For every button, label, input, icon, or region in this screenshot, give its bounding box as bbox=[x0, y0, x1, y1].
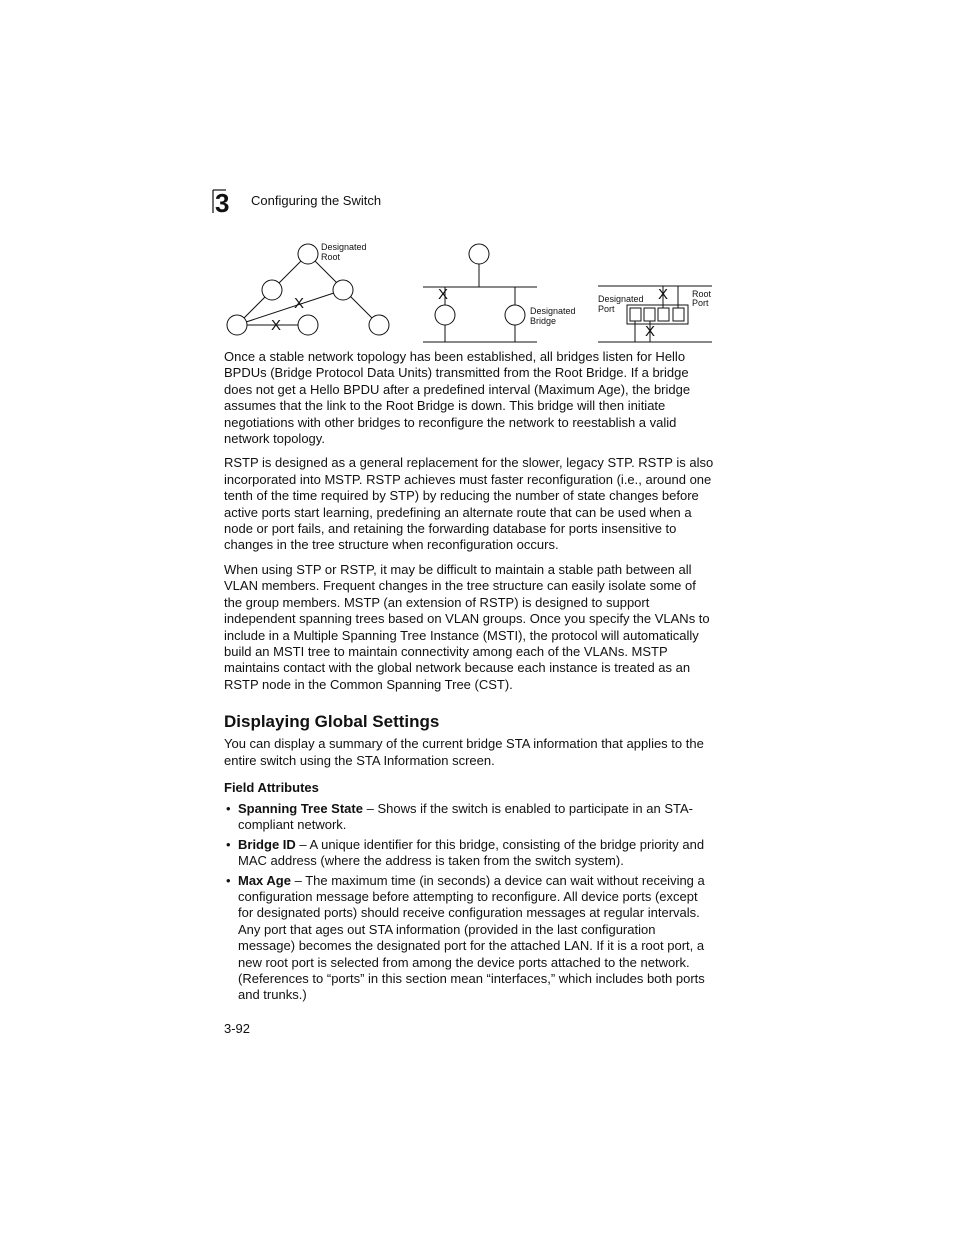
field-description: – Shows if the switch is enabled to participate in an STA-compliant network. bbox=[238, 800, 693, 833]
blocked-link-mark: X bbox=[271, 317, 282, 334]
body-paragraph: When using STP or RSTP, it may be difficult to maintain a stable path between all VLAN members. Frequent changes in the tree structure can easily isolate some of the group members. MSTP (an extension of RSTP) is designed to support independent spanning trees based on VLAN groups. Once you specify the VLANs to include in a Multiple Spanning Tree Instance (MSTI), the protocol will automatically build an MSTI tree to maintain connectivity among each of the VLANs. MSTP maintains contact with the global network because each instance is treated as an RSTP node in the Common Spanning Tree (CST). bbox=[224, 561, 710, 692]
body-paragraph: RSTP is designed as a general replacement for the slower, legacy STP. RSTP is also incorporated into MSTP. RSTP achieves must faster reconfiguration (i.e., around one tenth of the time required by STP) by reducing the number of state changes before active ports start learning, predefining an alternate route that can be used when a node or port fails, and retaining the forwarding database for ports insensitive to changes in the tree structure when reconfiguration occurs. bbox=[224, 455, 714, 553]
bridge-node bbox=[227, 315, 247, 335]
field-attributes-heading: Field Attributes bbox=[224, 779, 319, 795]
blocked-port-mark: X bbox=[438, 286, 449, 303]
running-header-title: Configuring the Switch bbox=[251, 193, 382, 208]
blocked-port-mark: X bbox=[645, 323, 656, 340]
diagram-designated-root bbox=[227, 244, 389, 335]
section-intro: You can display a summary of the current bridge STA information that applies to the entire switch using the STA Information screen. bbox=[224, 736, 704, 768]
chapter-number: 3 bbox=[215, 188, 230, 214]
root-bridge-node bbox=[298, 244, 318, 264]
label-designated-port-line2: Port bbox=[598, 304, 615, 314]
label-designated-bridge-line1: Designated bbox=[530, 306, 576, 316]
label-designated-bridge-line2: Bridge bbox=[530, 316, 557, 326]
field-term: Bridge ID bbox=[238, 836, 296, 852]
field-term: Max Age bbox=[238, 872, 291, 888]
field-term: Spanning Tree State bbox=[238, 800, 363, 816]
field-description: – The maximum time (in seconds) a device can wait without receiving a configuration message before attempting to reconfigure. All device ports (except for designated ports) should receive configuration messages at regular intervals. Any port that ages out STA information (provided in the last configuration message) becomes the designated port for the attached LAN. If it is a root port, a new root port is selected from among the device ports attached to the network. (References to “ports” in this section mean “interfaces,” which includes both ports and trunks.) bbox=[238, 872, 705, 1003]
spanning-tree-diagrams bbox=[0, 0, 954, 360]
body-paragraph: Once a stable network topology has been established, all bridges listen for Hello BPDUs (Bridge Protocol Data Units) transmitted from the Root Bridge. If a bridge does not get a Hello BPDU after a predefined interval (Maximum Age), the bridge assumes that the link to the Root Bridge is down. This bridge will then initiate negotiations with other bridges to reconfigure the network to reestablish a valid network topology. bbox=[224, 349, 691, 447]
designated-bridge-node bbox=[505, 305, 525, 325]
label-designated-root-line1: Designated bbox=[321, 242, 367, 252]
field-attributes-list bbox=[224, 801, 716, 1004]
list-item bbox=[224, 837, 716, 870]
section-heading: Displaying Global Settings bbox=[224, 712, 440, 732]
label-designated-root-line2: Root bbox=[321, 252, 341, 262]
field-description: – A unique identifier for this bridge, consisting of the bridge priority and MAC address (where the address is taken from the switch system). bbox=[238, 836, 705, 869]
blocked-port-mark: X bbox=[658, 286, 669, 303]
bridge-node bbox=[469, 244, 489, 264]
bridge-node bbox=[262, 280, 282, 300]
label-root-port-line1: Root bbox=[692, 289, 712, 299]
page-number: 3-92 bbox=[224, 1021, 251, 1036]
bridge-node bbox=[369, 315, 389, 335]
page-content bbox=[224, 349, 716, 1007]
bridge-node bbox=[435, 305, 455, 325]
label-root-port-line2: Port bbox=[692, 298, 709, 308]
label-designated-port-line1: Designated bbox=[598, 294, 644, 304]
blocked-link-mark: X bbox=[294, 295, 305, 312]
bridge-node bbox=[298, 315, 318, 335]
list-item bbox=[224, 873, 716, 1004]
list-item bbox=[224, 801, 716, 834]
bridge-node bbox=[333, 280, 353, 300]
